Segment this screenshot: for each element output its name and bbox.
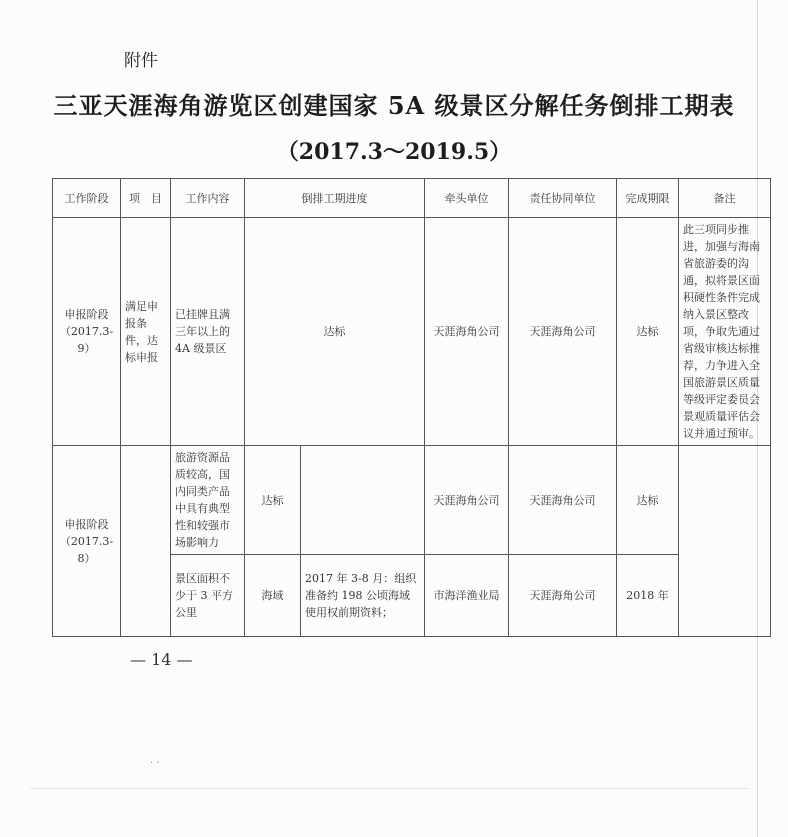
deadline-cell: 2018 年 — [617, 555, 679, 637]
table-row — [53, 218, 771, 446]
content-cell: 旅游资源品质较高，国内同类产品中具有典型性和较强市场影响力 — [171, 446, 245, 555]
col-header-partner: 责任协同单位 — [509, 179, 617, 218]
scan-marks: · · — [150, 758, 160, 769]
col-header-stage: 工作阶段 — [53, 179, 121, 218]
partner-cell: 天涯海角公司 — [509, 555, 617, 637]
date-range: （2017.3～2019.5） — [276, 139, 512, 165]
content-cell: 已挂牌且满三年以上的 4A 级景区 — [171, 218, 245, 446]
item-cell — [121, 446, 171, 637]
stage-cell: 申报阶段（2017.3-8） — [53, 446, 121, 637]
progress-cell: 达标 — [245, 218, 425, 446]
table-row — [53, 446, 771, 555]
schedule-table — [52, 178, 771, 637]
note-cell: 此三项同步推进，加强与海南省旅游委的沟通，拟将景区面积硬性条件完成纳入景区整改项，争取先通过省级审核达标推荐，力争进入全国旅游景区质量等级评定委员会景观质量评估会议并通过预审。 — [679, 218, 771, 446]
col-header-progress: 倒排工期进度 — [245, 179, 425, 218]
item-cell: 满足申报条件，达标申报 — [121, 218, 171, 446]
partner-cell: 天涯海角公司 — [509, 218, 617, 446]
deadline-cell: 达标 — [617, 446, 679, 555]
lead-cell: 市海洋渔业局 — [425, 555, 509, 637]
attachment-label: 附件 — [124, 51, 158, 71]
note-cell — [679, 446, 771, 637]
deadline-cell: 达标 — [617, 218, 679, 446]
progress-type-cell: 海域 — [245, 555, 301, 637]
progress-type-cell: 达标 — [245, 446, 301, 555]
progress-detail-cell: 2017 年 3-8 月：组织准备约 198 公顷海域使用权前期资料； — [301, 555, 425, 637]
col-header-deadline: 完成期限 — [617, 179, 679, 218]
col-header-lead: 牵头单位 — [425, 179, 509, 218]
scan-bottom-line — [30, 788, 750, 789]
col-header-note: 备注 — [679, 179, 771, 218]
page-number: — 14 — — [130, 650, 193, 669]
lead-cell: 天涯海角公司 — [425, 218, 509, 446]
table-header-row — [53, 179, 771, 218]
partner-cell: 天涯海角公司 — [509, 446, 617, 555]
stage-cell: 申报阶段（2017.3-9） — [53, 218, 121, 446]
col-header-item: 项 目 — [121, 179, 171, 218]
document-title: 三亚天涯海角游览区创建国家 5A 级景区分解任务倒排工期表 — [53, 91, 735, 120]
lead-cell: 天涯海角公司 — [425, 446, 509, 555]
progress-detail-cell — [301, 446, 425, 555]
col-header-content: 工作内容 — [171, 179, 245, 218]
content-cell: 景区面积不少于 3 平方公里 — [171, 555, 245, 637]
